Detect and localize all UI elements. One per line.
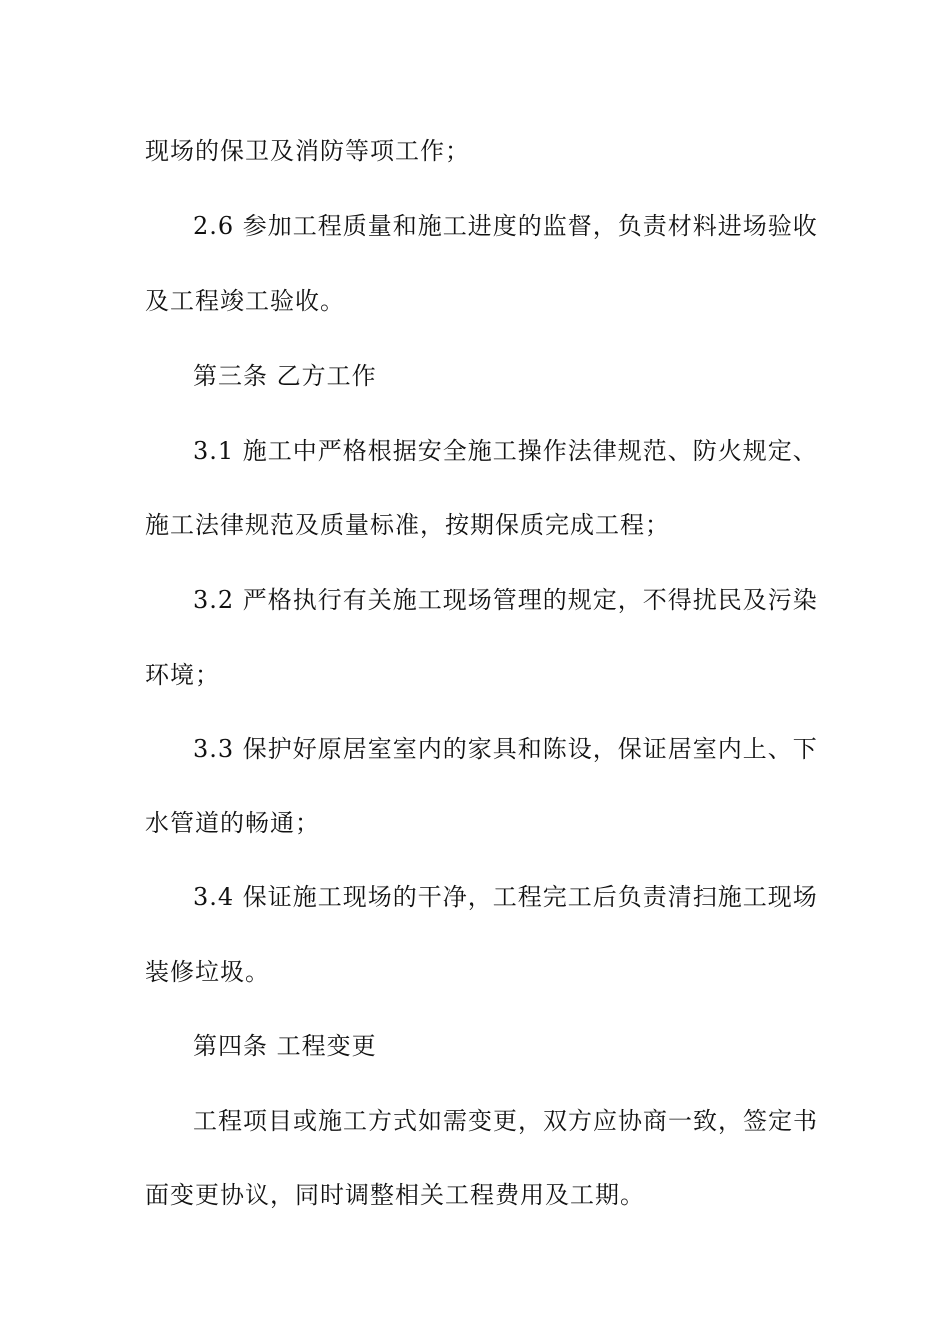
paragraph-line: 工程项目或施工方式如需变更，双方应协商一致，签定书 [193, 1107, 818, 1135]
paragraph-line: 环境； [145, 661, 220, 689]
article-3-heading: 第三条 乙方工作 [193, 362, 377, 390]
section-3-1-line: 3.1 施工中严格根据安全施工操作法律规范、防火规定、 [193, 437, 818, 465]
paragraph-line: 水管道的畅通； [145, 809, 320, 837]
section-3-2-line: 3.2 严格执行有关施工现场管理的规定，不得扰民及污染 [193, 586, 818, 614]
section-3-3-line: 3.3 保护好原居室室内的家具和陈设，保证居室内上、下 [193, 735, 818, 763]
paragraph-line: 施工法律规范及质量标准，按期保质完成工程； [145, 511, 670, 539]
paragraph-line: 现场的保卫及消防等项工作； [145, 137, 470, 165]
section-3-4-line: 3.4 保证施工现场的干净，工程完工后负责清扫施工现场 [193, 883, 818, 911]
paragraph-line: 装修垃圾。 [145, 958, 270, 986]
paragraph-line: 及工程竣工验收。 [145, 287, 345, 315]
article-4-heading: 第四条 工程变更 [193, 1032, 377, 1060]
paragraph-line: 面变更协议，同时调整相关工程费用及工期。 [145, 1181, 645, 1209]
section-2-6-line: 2.6 参加工程质量和施工进度的监督，负责材料进场验收 [193, 212, 818, 240]
